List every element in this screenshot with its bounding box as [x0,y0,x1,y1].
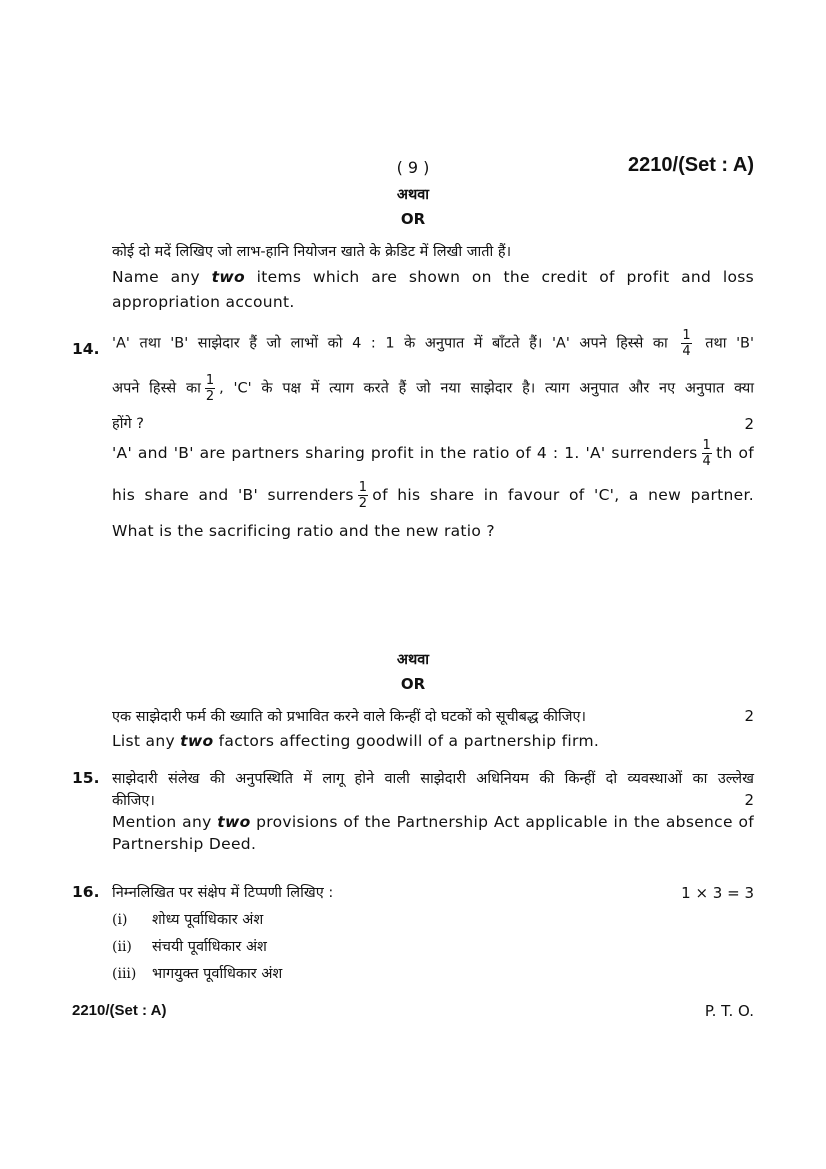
fraction-one-half-en: $\frac{1}{2}$ [358,480,368,511]
question-14-number: 14. [72,340,100,358]
q14-hindi-line3: होंगे ? [112,416,144,432]
q16-item: (i) शोध्य पूर्वाधिकार अंश [112,912,264,928]
or13-english-line2: appropriation account. [112,293,295,311]
or13-english-line1: Name any two items which are shown on the credit of profit and loss [112,268,754,286]
q14-hindi-line1: 'A' तथा 'B' साझेदार हैं जो लाभों को 4 : 1 के अनुपात में बाँटते हैं। 'A' अपने हिस्से का $\frac{1}{4}$ तथा 'B' [112,328,754,359]
q14-marks: 2 [744,415,754,433]
or14-hindi: एक साझेदारी फर्म की ख्याति को प्रभावित करने वाले किन्हीं दो घटकों को सूचीबद्ध कीजिए। [112,709,587,725]
q16-hindi: निम्नलिखित पर संक्षेप में टिप्पणी लिखिए : [112,885,334,901]
q14-english-line3: What is the sacrificing ratio and the new ratio ? [112,522,495,540]
footer-paper-code: 2210/(Set : A) [72,1002,167,1019]
q15-hindi-line1: साझेदारी संलेख की अनुपस्थिति में लागू होने वाली साझेदारी अधिनियम की किन्हीं दो व्यवस्थाओं का उल्लेख [112,771,754,787]
fraction-one-half: $\frac{1}{2}$ [205,373,215,404]
q15-english-line2: Partnership Deed. [112,835,257,853]
or-english-1: OR [400,210,426,228]
or14-marks: 2 [744,707,754,725]
question-15-number: 15. [72,769,100,787]
q15-marks: 2 [744,791,754,809]
fraction-one-fourth-en: $\frac{1}{4}$ [702,438,712,469]
or13-hindi: कोई दो मदें लिखिए जो लाभ-हानि नियोजन खाते के क्रेडिट में लिखी जाती हैं। [112,244,512,260]
q14-hindi-line2: अपने हिस्से का $\frac{1}{2}$ , 'C' के पक्ष में त्याग करते हैं जो नया साझेदार है। त्याग अनुपात और नए अनुपात क्या [112,373,754,404]
page-number: ( 9 ) [396,158,430,177]
paper-code: 2210/(Set : A) [628,154,754,176]
or-hindi-2: अथवा [396,652,430,668]
fraction-one-fourth: $\frac{1}{4}$ [682,328,691,359]
q14-english-line1: 'A' and 'B' are partners sharing profit in the ratio of 4 : 1. 'A' surrenders $\frac{1}{4}$ th of [112,438,754,469]
q15-english-line1: Mention any two provisions of the Partnership Act applicable in the absence of [112,813,754,831]
q15-hindi-line2: कीजिए। [112,793,155,809]
q16-item: (iii) भागयुक्त पूर्वाधिकार अंश [112,966,283,982]
or-english-2: OR [400,675,426,693]
footer-pto: P. T. O. [704,1002,754,1020]
or-hindi-1: अथवा [396,187,430,203]
q14-english-line2: his share and 'B' surrenders $\frac{1}{2}$ of his share in favour of 'C', a new partner. [112,480,754,511]
or14-english: List any two factors affecting goodwill of a partnership firm. [112,732,600,750]
question-16-number: 16. [72,883,100,901]
q16-item: (ii) संचयी पूर्वाधिकार अंश [112,939,267,955]
q16-marks: 1 × 3 = 3 [681,884,754,902]
